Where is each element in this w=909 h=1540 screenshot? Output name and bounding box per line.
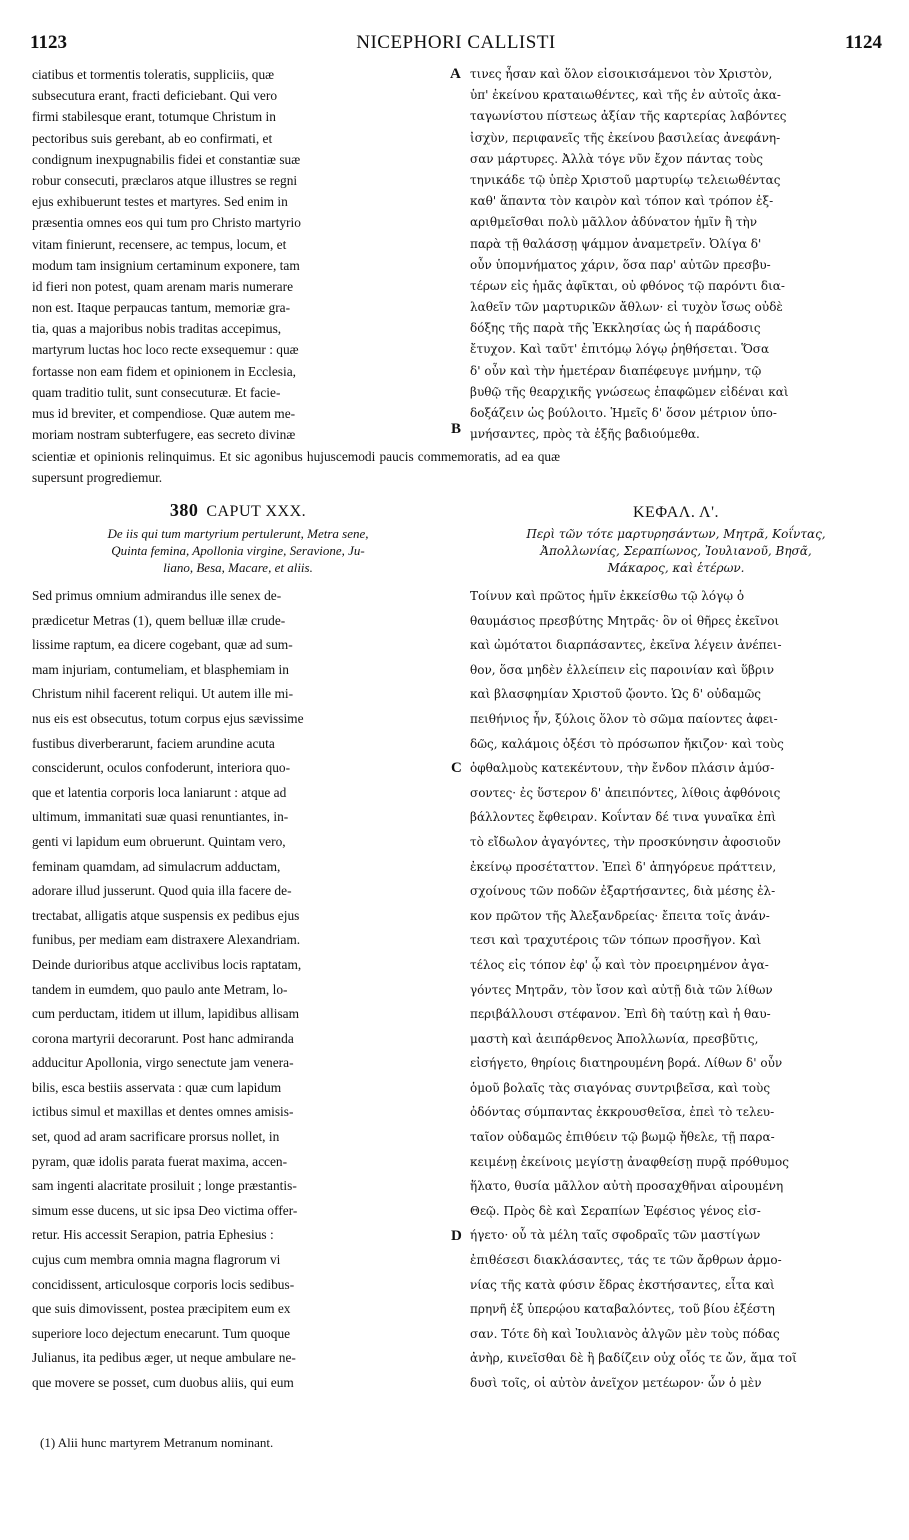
- greek-chapter-title: ΚΕΦΑΛ. Λ'.: [632, 504, 719, 521]
- text-line: βάλλοντες ἔφθειραν. Κοΐνταν δέ τινα γυναῖκα ἐπὶ: [470, 810, 777, 825]
- text-line: μαστὴ καὶ ἀειπάρθενος Ἀπολλωνία, πρεσβῦτις,: [470, 1031, 759, 1046]
- text-line: set, quod ad aram sacrificare prorsus nollet, in: [32, 1129, 280, 1145]
- text-line: Sed primus omnium admirandus ille senex de-: [32, 588, 282, 603]
- text-line: ciatibus et tormentis toleratis, suppliciis, quæ: [32, 67, 275, 82]
- text-line: que suis dimovissent, postea præcipitem eum ex: [32, 1301, 291, 1317]
- margin-marker-d: D: [451, 1228, 462, 1244]
- text-line: Τοίνυν καὶ πρῶτος ἡμῖν ἐκκείσθω τῷ λόγῳ ὁ: [470, 589, 745, 603]
- text-line: quam traditio tulit, sunt consecuturæ. Et facie-: [32, 384, 281, 400]
- text-line: lissime raptum, ea dicere cogebant, quæ ad sum-: [32, 637, 293, 653]
- text-line: concidissent, articulosque corporis locis sedibus-: [32, 1276, 295, 1292]
- text-line: δυσὶ τοῖς, οἱ αὐτὸν ἀνεῖχον μετέωρον· ὧν ὁ μὲν: [470, 1376, 762, 1390]
- text-line: funibus, per mediam eam distraxere Alexandriam.: [32, 932, 301, 948]
- latin-column-top: [32, 64, 444, 445]
- text-line: corona martyrii decorarunt. Post hanc admiranda: [32, 1030, 294, 1046]
- text-line: ταγωνίστου πίστεως ἀξίαν τῆς καρτερίας λαβόντες: [470, 109, 787, 124]
- text-line: δῶς, καλάμοις ὀξέσι τὸ πρόσωπον ἤκιζον· καὶ τοὺς: [470, 736, 784, 751]
- text-line: μνήσαντες, πρὸς τὰ ἑξῆς βαδιούμεθα.: [470, 427, 700, 442]
- text-line: ὁμοῦ βολαῖς τὰς σιαγόνας συντριβεῖσα, καὶ τοὺς: [470, 1080, 771, 1095]
- text-line: subsecutura erant, fracti deficiebant. Qui vero: [32, 88, 278, 104]
- text-line: nus eis est obsecutus, totum corpus ejus sævissime: [32, 710, 304, 726]
- text-line: δ' οὖν καὶ τὴν ἡμετέραν διαπέφευγε μνήμην, τῷ: [470, 363, 762, 378]
- text-line: id fieri non potest, quam arenam maris numerare: [32, 278, 294, 294]
- text-line: ictibus simul et maxillas et dentes omnes amisis-: [32, 1104, 294, 1120]
- text-line: νίας τῆς κατὰ φύσιν ἕδρας ἐκστήσαντες, εἶτα καὶ: [470, 1277, 775, 1292]
- text-line: fustibus diverberarunt, faciem arundine acuta: [32, 735, 275, 751]
- text-line: sam ingenti alacritate prosiluit ; longe præstantis-: [32, 1178, 297, 1194]
- text-line: modum tam insignium certaminum exponere, tam: [32, 257, 300, 273]
- text-line: prædicetur Metras (1), quem belluæ illæ crude-: [32, 612, 286, 628]
- text-line: λαθεῖν τῶν μαρτυρικῶν ἄθλων· εἰ τυχὸν ἴσως οὐδὲ: [470, 300, 783, 315]
- latin-tail-line: supersunt progrediemur.: [32, 470, 163, 485]
- text-line: Deinde durioribus atque acclivibus locis raptatam,: [32, 956, 302, 972]
- text-line: ἀνὴρ, κινεῖσθαι δὲ ἢ βαδίζειν οὐχ οἷός τε ὤν, ἅμα τοῖ: [470, 1351, 797, 1366]
- text-line: περιβάλλουσι στέφανον. Ἐπὶ δὴ ταύτῃ καὶ ἡ θαυ-: [470, 1007, 771, 1022]
- text-line: ἰσχὺν, περιφανεῖς τῆς ἐκείνου βασιλείας ἀνεφάνη-: [470, 130, 781, 145]
- latin-column-body: [32, 584, 444, 1396]
- spanning-line: scientiæ et opinionis relinquimus. Et sic agonibus hujuscemodi paucis commemoratis, ad ea quæ: [32, 449, 561, 464]
- page-number-left: 1123: [30, 32, 67, 53]
- text-line: δοξάζειν ὡς βούλοιτο. Ἡμεῖς δ' ὅσον μέτριον ὑπο-: [470, 406, 777, 420]
- text-line: ἔτυχον. Καὶ ταῦτ' ἐπιτόμῳ λόγῳ ῥηθήσεται. Ὅσα: [470, 342, 770, 357]
- text-line: σχοίνους τῶν ποδῶν ἐξαρτήσαντες, διὰ μέσης ἐλ-: [470, 884, 776, 899]
- text-line: que movere se posset, cum duobus aliis, qui eum: [32, 1375, 294, 1390]
- text-line: cujus cum membra omnia magna flagrorum vi: [32, 1252, 281, 1268]
- text-line: καὶ βλασφημίαν Χριστοῦ ᾤοντο. Ὡς δ' οὐδαμῶς: [470, 687, 761, 702]
- text-line: οὖν ὑπομνήματος χάριν, ὅσα παρ' αὐτῶν πρεσβυ-: [470, 257, 771, 272]
- margin-marker-b: B: [451, 421, 462, 437]
- text-line: ὀδόντας σύμπαντας ἐκκρουσθεῖσα, ἐπεὶ τὸ τελευ-: [470, 1105, 775, 1120]
- text-line: trectabat, alligatis atque suspensis ex pedibus ejus: [32, 907, 300, 923]
- page-number-right: 1124: [845, 32, 882, 53]
- text-line: ἐκείνῳ προσέταττον. Ἐπεὶ δ' ἀπηγόρευε πράττειν,: [470, 859, 777, 874]
- margin-marker-a: A: [450, 66, 461, 82]
- latin-chapter-subtitle: De iis qui tum martyrium pertulerunt, Metra sene, Quinta femina, Apollonia virgine, Seravione, Ju- liano, Besa, Macare, et aliis.: [107, 526, 369, 575]
- text-line: βυθῷ τῆς θεαρχικῆς γνώσεως ἐπαφῶμεν εἰδέναι καὶ: [470, 384, 789, 399]
- page-header: [30, 32, 882, 60]
- text-line: Christum nihil facerent reliqui. Ut autem ille mi-: [32, 686, 294, 702]
- text-line: pectoribus suis gerebant, ab eo confirmati, et: [32, 130, 273, 146]
- text-line: ήγετο· οὗ τὰ μέλη ταῖς σφοδραῖς τῶν μαστίγων: [470, 1228, 761, 1243]
- text-line: τεσι καὶ τραχυτέροις τῶν τόπων προσῆγον. Καὶ: [470, 933, 762, 948]
- text-line: ὀφθαλμοὺς κατεκέντουν, τὴν ἔνδον πλάσιν ἀμύσ-: [470, 761, 775, 776]
- text-line: tia, quas a majoribus nobis traditas accepimus,: [32, 321, 282, 337]
- text-line: cum perductam, itidem ut illum, lapidibus allisam: [32, 1006, 300, 1022]
- text-line: firmi stabilesque erant, totumque Christum in: [32, 109, 276, 125]
- text-line: præsentia omnes eos qui tum pro Christo martyrio: [32, 215, 301, 231]
- text-line: δόξης τῆς παρὰ τῆς Ἐκκλησίας ὡς ἡ παράδοσις: [470, 321, 761, 336]
- text-line: ejus exhibuerunt testes et martyres. Sed enim in: [32, 194, 288, 210]
- text-line: mus id breviter, et compendiose. Quæ autem me-: [32, 406, 296, 421]
- text-line: superiore loco dejectum enecarunt. Tum quoque: [32, 1325, 291, 1341]
- text-line: ὑπ' ἐκείνου κραταιωθέντες, καὶ τῆς ἐν αὐτοῖς ἀκα-: [470, 88, 781, 103]
- text-line: τέρων εἰς ἡμᾶς ἀφῖκται, οὐ φθόνος τῷ παρόντι δια-: [470, 278, 785, 293]
- latin-chapter-title: CAPUT XXX.: [206, 503, 307, 520]
- text-line: καθ' ἅπαντα τὸν καιρὸν καὶ τόπον καὶ τρόπον ἐξ-: [470, 194, 774, 209]
- text-line: simum esse ducens, ut sic ipsa Deo victima offer-: [32, 1202, 298, 1218]
- text-line: αριθμεῖσθαι πολὺ μᾶλλον ἀδύνατον ἡμῖν ἢ τὴν: [470, 215, 758, 230]
- greek-chapter-heading: [470, 504, 882, 577]
- text-line: τηνικάδε τῷ ὑπὲρ Χριστοῦ μαρτυρίῳ τελειωθέντας: [470, 172, 781, 187]
- text-line: adorare illud jusserunt. Quod quia illa facere de-: [32, 883, 292, 899]
- text-line: πρηνῆ ἐξ ὑπερῴου καταβαλόντες, τοῦ βίου ἐξέστη: [470, 1302, 775, 1317]
- margin-marker-c: C: [451, 760, 462, 776]
- text-line: κον πρῶτον τῆς Ἀλεξανδρείας· ἔπειτα τοῖς ἀνάν-: [470, 908, 770, 923]
- text-line: τέλος εἰς τόπον ἐφ' ᾧ καὶ τὸν προειρημένον ἀγα-: [470, 957, 769, 972]
- text-line: ἥλατο, θυσία μᾶλλον αὐτὴ προσαχθῆναι αἱρουμένη: [470, 1179, 784, 1194]
- text-line: vitam finierunt, recensere, ac tempus, locum, et: [32, 236, 287, 252]
- text-line: non est. Itaque perpaucas tantum, memoriæ gra-: [32, 300, 291, 316]
- text-line: adducitur Apollonia, virgo senectute jam venera-: [32, 1055, 294, 1071]
- text-line: γόντες Μητρᾶν, τὸν ἴσον καὶ αὐτῇ διὰ τῶν λίθων: [470, 982, 773, 997]
- text-line: ἐπιθέσεσι διακλάσαντες, τάς τε τῶν ἄρθρων ἁρμο-: [470, 1253, 782, 1268]
- text-line: σαν. Τότε δὴ καὶ Ἰουλιανὸς ἀλγῶν μὲν τοὺς πόδας: [470, 1326, 780, 1341]
- text-line: moriam nostram subterfugere, eas secreto divinæ: [32, 427, 296, 443]
- text-line: consciderunt, oculos confoderunt, interiora quo-: [32, 760, 291, 776]
- text-line: παρὰ τῇ θαλάσσῃ ψάμμον ἀναμετρεῖν. Ὀλίγα δ': [470, 236, 762, 251]
- text-line: genti vi lapidum eum obruerunt. Quintam vero,: [32, 833, 286, 849]
- text-line: ταῖον οὐδαμῶς ἐπιθύειν τῷ βωμῷ ἤθελε, τῇ παρα-: [470, 1130, 775, 1145]
- text-line: τινες ἦσαν καὶ ὅλον εἰσοικισάμενοι τὸν Χριστὸν,: [470, 67, 773, 81]
- text-line: que et latentia corporis loca laniarunt : atque ad: [32, 784, 287, 800]
- text-line: Θεῷ. Πρὸς δὲ καὶ Σεραπίων Ἐφέσιος γένος εἰσ-: [470, 1203, 761, 1218]
- greek-column-top: [470, 64, 882, 445]
- text-line: ultimum, immanitati suæ quasi renuntiantes, in-: [32, 809, 289, 825]
- text-line: pyram, quæ idolis parata fuerat maxima, accen-: [32, 1153, 288, 1169]
- text-line: τὸ εἴδωλον ἀγαγόντες, τὴν προσκύνησιν ἀφοσιοῦν: [470, 834, 781, 849]
- text-line: robur consecuti, præclaros atque illustres se regni: [32, 172, 298, 188]
- text-line: σοντες· ἐς ὕστερον δ' ἀπειπόντες, λίθοις ἀφθόνοις: [470, 785, 781, 800]
- running-title: NICEPHORI CALLISTI: [356, 32, 556, 53]
- text-line: καὶ ὠμότατοι διαρπάσαντες, ἐκεῖνα λέγειν ἀνέπει-: [470, 638, 782, 653]
- text-line: condignum inexpugnabilis fidei et constantiæ suæ: [32, 151, 301, 167]
- text-line: retur. His accessit Serapion, patria Ephesius :: [32, 1227, 274, 1243]
- text-line: κειμένῃ ἐκείνοις μεγίστῃ ἀναφθείσῃ πυρᾷ πρόθυμος: [470, 1154, 789, 1169]
- text-line: σαν μάρτυρες. Ἀλλὰ τόγε νῦν ἔχον πάντας τοὺς: [470, 151, 763, 166]
- greek-column-body: [470, 584, 882, 1396]
- greek-chapter-subtitle: Περὶ τῶν τότε μαρτυρησάντων, Μητρᾶ, Κοΐντας, Ἀπολλωνίας, Σεραπίωνος, Ἰουλιανοῦ, Βησᾶ, Μάκαρος, καὶ ἑτέρων.: [526, 527, 826, 575]
- text-line: Julianus, ita pedibus æger, ut neque ambulare ne-: [32, 1350, 296, 1366]
- text-line: martyrum luctas hoc loco recte exsequemur : quæ: [32, 342, 299, 358]
- text-line: εἰσήγετο, θηρίοις διατηρουμένη βορά. Λίθων δ' οὖν: [470, 1056, 783, 1071]
- text-line: feminam quamdam, ad simulacrum adductam,: [32, 858, 281, 874]
- text-line: θαυμάσιος πρεσβύτης Μητρᾶς· ὃν οἱ θῆρες ἐκεῖνοι: [470, 613, 780, 628]
- text-line: bilis, esca bestiis asservata : quæ cum lapidum: [32, 1079, 282, 1095]
- latin-chapter-heading: [32, 500, 444, 576]
- column-number: 380: [169, 500, 199, 520]
- text-line: πειθήνιος ἦν, ξύλοις ὅλον τὸ σῶμα παίοντες ἀφει-: [470, 711, 778, 726]
- footnote: (1) Alii hunc martyrem Metranum nominant.: [40, 1435, 274, 1450]
- text-line: mam injuriam, contumeliam, et blasphemiam in: [32, 661, 289, 677]
- text-line: θον, ὅσα μηδὲν ἐλλείπειν εἰς παροινίαν καὶ ὕβριν: [470, 662, 775, 677]
- text-line: fortasse non eam fidem et opinionem in Ecclesia,: [32, 363, 297, 379]
- text-line: tandem in eumdem, quo paulo ante Metram, lo-: [32, 981, 288, 997]
